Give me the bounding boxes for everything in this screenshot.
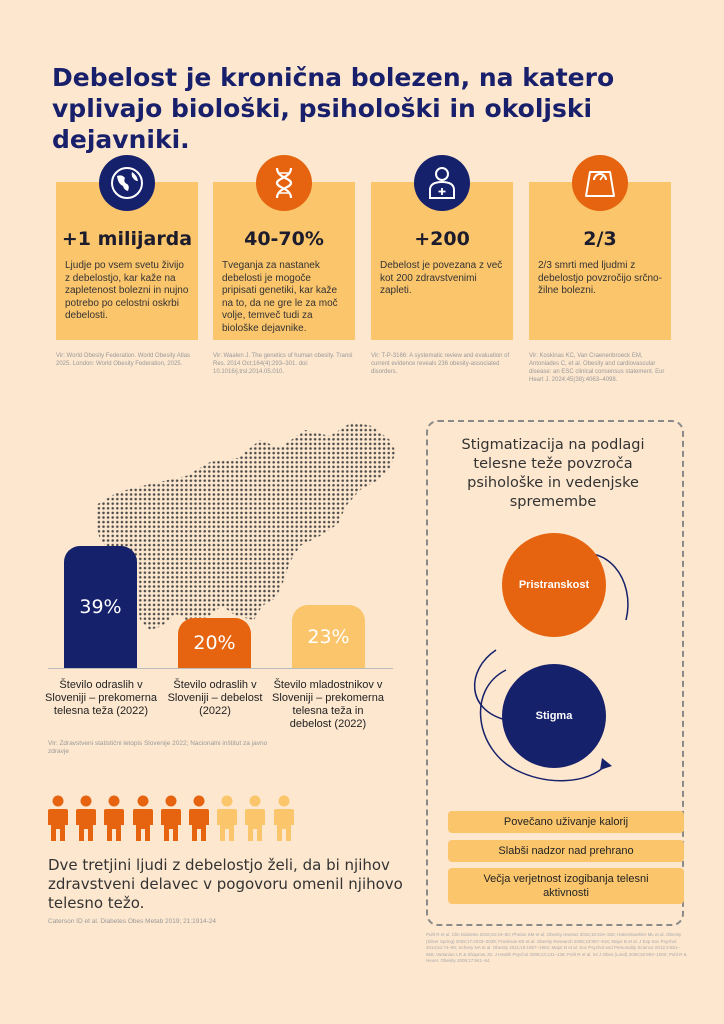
source-note: Vir: Koskinas KC, Van Craenenbroeck EM, Antoniades C, et al. Obesity and cardiovascular disease: an ESC clinical consensus statement. Eur Heart J. 2024;45(38):4063–4098. — [529, 353, 665, 383]
source-note: Vir: World Obesity Federation. World Obesity Atlas 2025. London: World Obesity Federation, 2025. — [56, 353, 191, 367]
stat-text: Ljudje po vsem svetu živijo z debelostjo, kar kaže na zapletenost bolezni in nujno potrebo po celostni oskrbi debelosti. — [65, 260, 189, 321]
person-icon — [47, 795, 69, 843]
effect-item: Povečano uživanje kalorij — [448, 811, 684, 833]
stat-text: Tveganja za nastanek debelosti je mogoče pripisati genetiki, kar kaže na to, da ne gre le za moč volje, temveč tudi za biološke dejavnike. — [222, 260, 338, 334]
stat-text: 2/3 smrti med ljudmi z debelostjo povzročijo srčno-žilne bolezni. — [538, 260, 662, 296]
page-title: Debelost je kronična bolezen, na katero vplivajo biološki, psihološki in okoljski dejavniki. — [52, 63, 615, 154]
person-icon — [103, 795, 125, 843]
bar-adults-overweight: 39% — [64, 546, 137, 668]
stigma-heading: Stigmatizacija na podlagi telesne teže povzroča psihološke in vedenjske spremembe — [461, 437, 645, 510]
effect-item: Slabši nadzor nad prehrano — [448, 840, 684, 862]
effect-item: Večja verjetnost izogibanja telesni aktivnosti — [448, 868, 684, 904]
person-icon — [188, 795, 210, 843]
person-icon — [75, 795, 97, 843]
bar-label: Število odraslih v Sloveniji – debelost (2022) — [167, 679, 263, 717]
source-note: Caterson ID et al. Diabetes Obes Metab 2019; 21:1914-24 — [48, 918, 217, 925]
stat-value: +200 — [414, 228, 470, 250]
stigma-circle: Stigma — [502, 664, 606, 768]
person-icon — [160, 795, 182, 843]
source-note: Vir: Waalen J. The genetics of human obesity. Transl Res. 2014 Oct;164(4):293–301. doi: 10.1016/j.trsl.2014.05.010. — [213, 353, 353, 375]
person-icon — [273, 795, 295, 843]
person-icon — [216, 795, 238, 843]
stat-value: 40-70% — [244, 228, 324, 250]
source-note: Vir: Zdravstveni statistični letopis Slovenije 2022; Nacionalni inštitut za javno zdravje — [48, 740, 268, 755]
bar-label: Število mladostnikov v Sloveniji – prekomerna telesna teža in debelost (2022) — [272, 679, 384, 730]
stat-value: +1 milijarda — [61, 228, 193, 250]
people-caption: Dve tretjini ljudi z debelostjo želi, da bi njihov zdravstveni delavec v pogovoru omenil njihovo telesno težo. — [48, 856, 403, 912]
stat-text: Debelost je povezana z več kot 200 zdravstvenimi zapleti. — [380, 260, 503, 296]
source-note: Vir: T-P-3166: A systematic review and evaluation of current evidence reveals 236 obesity-associated disorders. — [371, 353, 510, 375]
bar-label: Število odraslih v Sloveniji – prekomerna telesna teža (2022) — [45, 679, 157, 717]
bias-circle: Pristranskost — [502, 533, 606, 637]
bar-adolescents: 23% — [292, 605, 365, 668]
chart-baseline — [48, 668, 393, 669]
person-icon — [132, 795, 154, 843]
stat-value: 2/3 — [583, 228, 617, 250]
references-footnote: Puhl R et al. Clin Diabetes 2016;34:44–50; Phelan SM et al. Obesity reviews 2015;16:319–326; Hatzenbuehler ML et al. Obesity (Silver Spring) 2009;17:2033–2039; Friedman KE et al. Obesity Research 2005;13:907–916; Major B et al. J Exp Soc Psychol 2014;51:74–80; Schvey NA et al. Obesity 2011;19:1957–1962; Major B et al. Soc Psychol and Personality Science 2012;3:651–658; Vartanian LR & Shaprow JG. J Health Psychol 2008;13:131–138; Puhl R et al. Int J Obes (Lond) 2008;32:992–1000; Puhl R & Heuer. Obesity 2009;17:941–64. — [426, 932, 687, 963]
person-icon — [244, 795, 266, 843]
bar-adults-obesity: 20% — [178, 618, 251, 668]
